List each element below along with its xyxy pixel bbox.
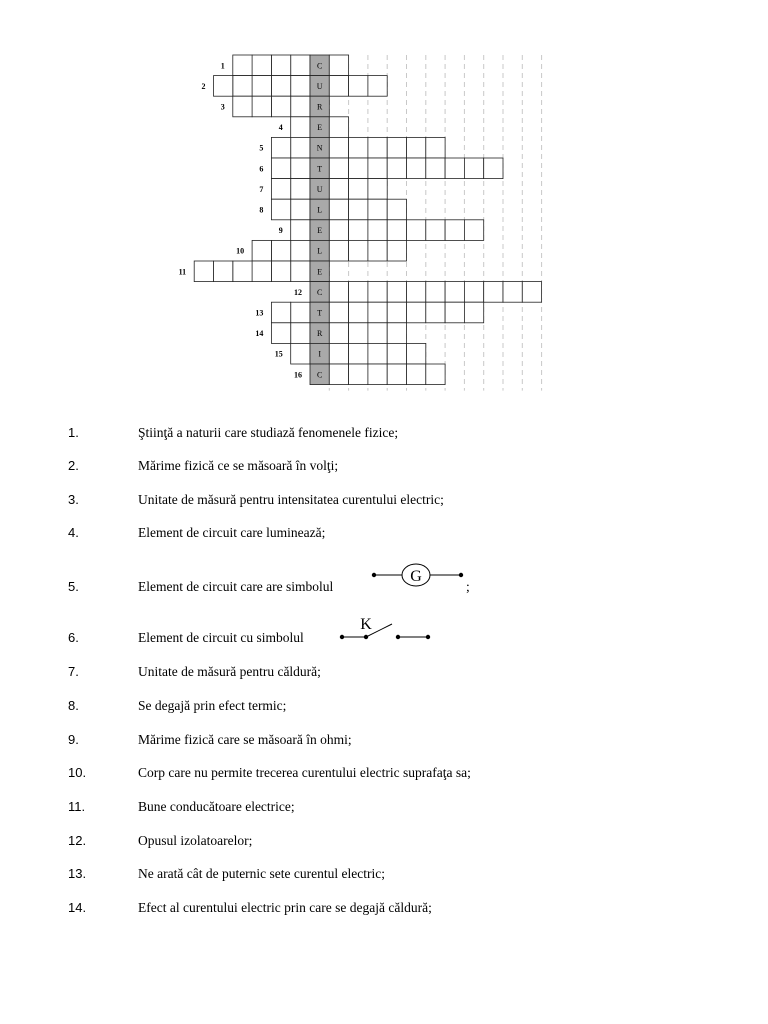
row-number: 5 bbox=[259, 143, 264, 153]
clue-number: 9. bbox=[68, 732, 79, 747]
clue-number: 3. bbox=[68, 492, 79, 507]
clue-text: Opusul izolatoarelor; bbox=[138, 833, 253, 848]
key-letter: T bbox=[317, 164, 323, 174]
clue-number: 1. bbox=[68, 425, 79, 440]
clue-number: 5. bbox=[68, 579, 79, 594]
key-letter: E bbox=[317, 226, 323, 236]
row-number: 9 bbox=[278, 226, 283, 236]
clue-number: 6. bbox=[68, 630, 79, 645]
key-letter: N bbox=[316, 143, 323, 153]
clue-number: 2. bbox=[68, 458, 79, 473]
clue-number: 13. bbox=[68, 866, 87, 881]
clue-number: 7. bbox=[68, 664, 79, 679]
clue-number: 14. bbox=[68, 900, 87, 915]
generator-letter: G bbox=[410, 568, 422, 585]
row-number: 2 bbox=[201, 81, 206, 91]
row-number: 16 bbox=[294, 370, 302, 380]
key-letter: U bbox=[316, 81, 323, 91]
clue-text: Ştiinţă a naturii care studiază fenomenele fizice; bbox=[138, 425, 399, 440]
generator-symbol-icon bbox=[368, 561, 468, 591]
row-number: 4 bbox=[278, 123, 283, 133]
clue-text: Element de circuit care are simbolul bbox=[138, 579, 334, 594]
switch-symbol-icon bbox=[336, 612, 436, 646]
row-number: 1 bbox=[220, 61, 225, 71]
clue-text: Mărime fizică care se măsoară în ohmi; bbox=[138, 732, 352, 747]
row-number: 10 bbox=[236, 246, 245, 256]
key-letter: E bbox=[317, 123, 323, 133]
clue-number: 8. bbox=[68, 698, 79, 713]
clue-number: 4. bbox=[68, 525, 79, 540]
key-letter: R bbox=[316, 329, 323, 339]
row-number: 11 bbox=[178, 267, 187, 277]
clue-text: Ne arată cât de puternic sete curentul electric; bbox=[138, 866, 385, 881]
clue-number: 11. bbox=[68, 799, 86, 814]
key-letter: C bbox=[316, 61, 323, 71]
key-letter: I bbox=[318, 349, 321, 359]
key-letter: T bbox=[317, 308, 323, 318]
clue-text: Bune conducătoare electrice; bbox=[138, 799, 295, 814]
row-number: 8 bbox=[259, 205, 264, 215]
clue-number: 12. bbox=[68, 833, 87, 848]
key-letter: C bbox=[316, 370, 323, 380]
row-number: 15 bbox=[274, 349, 283, 359]
switch-letter: K bbox=[360, 616, 372, 633]
clue-text: Mărime fizică ce se măsoară în volţi; bbox=[138, 458, 339, 473]
key-letter: U bbox=[316, 184, 323, 194]
key-letter: R bbox=[316, 102, 323, 112]
clue-text: Unitate de măsură pentru intensitatea curentului electric; bbox=[138, 492, 444, 507]
key-letter: L bbox=[317, 205, 323, 215]
row-number: 13 bbox=[255, 308, 264, 318]
row-number: 7 bbox=[259, 184, 264, 194]
row-number: 12 bbox=[294, 287, 302, 297]
key-letter: L bbox=[317, 246, 323, 256]
clue-suffix: ; bbox=[466, 579, 470, 594]
clue-text: Element de circuit care luminează; bbox=[138, 525, 326, 540]
key-letter: E bbox=[317, 267, 323, 277]
clue-text: Corp care nu permite trecerea curentului electric suprafaţa sa; bbox=[138, 765, 471, 780]
clue-text: Unitate de măsură pentru căldură; bbox=[138, 664, 321, 679]
key-letter: C bbox=[316, 287, 323, 297]
clue-text: Element de circuit cu simbolul bbox=[138, 630, 304, 645]
row-number: 6 bbox=[259, 164, 264, 174]
row-number: 14 bbox=[255, 329, 264, 339]
clue-number: 10. bbox=[68, 765, 87, 780]
row-number: 3 bbox=[220, 102, 225, 112]
clue-text: Se degajă prin efect termic; bbox=[138, 698, 287, 713]
clue-text: Efect al curentului electric prin care se degajă căldură; bbox=[138, 900, 432, 915]
